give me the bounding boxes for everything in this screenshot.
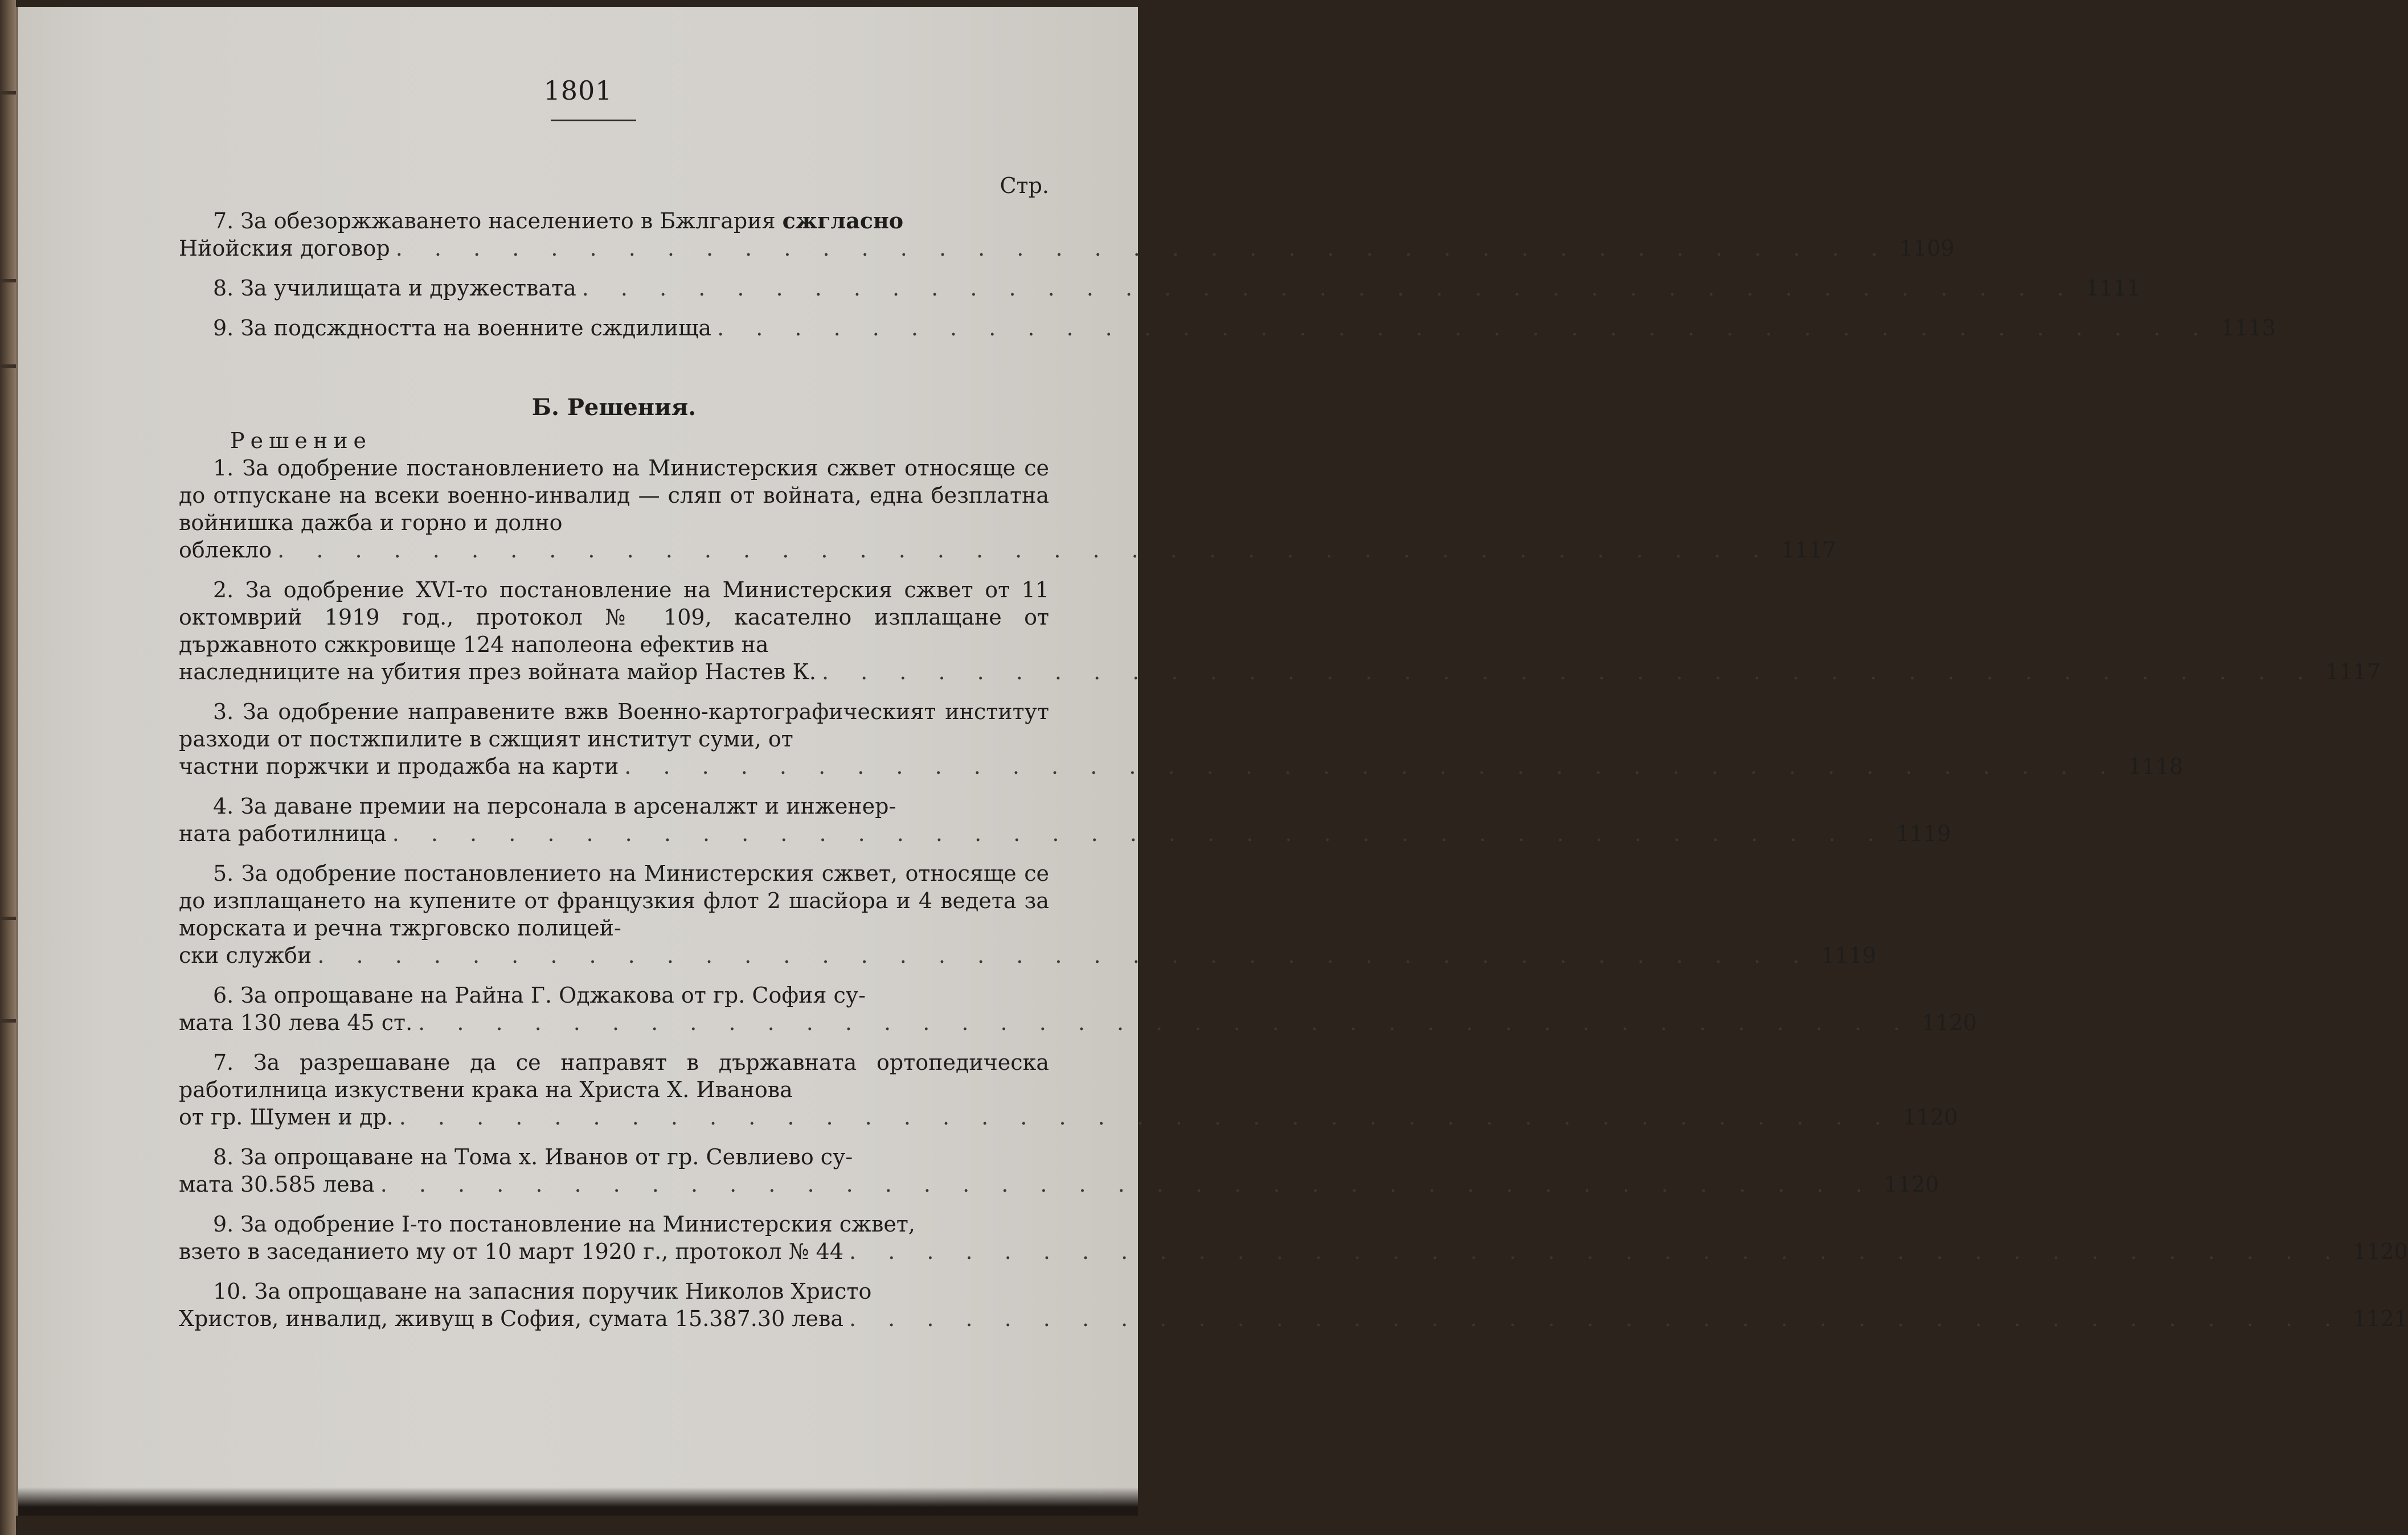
toc-entry <box>179 860 1877 969</box>
dot-leader: . . . . . . . . . . . . . . . . . . . . . . . . . . . . . . . . . . . . . . . <box>380 1172 1875 1197</box>
dot-leader: . . . . . . . . . . . . . . . . . . . . . . . . . . . . . . . . . . . . . . . <box>399 1105 1894 1130</box>
dot-leader: . . . . . . . . . . . . . . . . . . . . . . . . . . . . . . . . . . . . . . . <box>317 943 1812 968</box>
dot-leader: . . . . . . . . . . . . . . . . . . . . . . . . . . . . . . . . . . . . . . . <box>849 1239 2344 1264</box>
entry-text: За одобрение I-то постановление на Министерския сжвет, <box>240 1212 915 1237</box>
page-column-header: Стр. <box>1000 173 1049 198</box>
entry-last-line: ски служби <box>179 943 312 968</box>
entry-bold-word: сжгласно <box>782 208 904 233</box>
entry-number: 1. <box>213 455 234 481</box>
entry-text: За даване премии на персонала в арсеналжт и инженер- <box>240 794 896 819</box>
entry-page-number: 1113 <box>2221 315 2276 340</box>
dot-leader: . . . . . . . . . . . . . . . . . . . . . . . . . . . . . . . . . . . . . . . <box>277 537 1772 563</box>
entry-text: За разрешаване да се направят в държавната ортопедическа работилница изкуствени крака на Христа Х. Иванова <box>179 1050 1049 1102</box>
entry-last-line: взето в заседанието му от 10 март 1920 г., протокол № 44 <box>179 1239 844 1264</box>
entry-number: 10. <box>213 1279 248 1304</box>
entry-text: За одобрение XVI-то постановление на Министерския сжвет от 11 октомврий 1919 год., протокол № 109, касателно изплащане от държавното сжкровище 124 наполеона ефектив на <box>179 577 1049 657</box>
page-bottom-shadow <box>18 1487 1138 1516</box>
entry-number: 7. <box>213 208 234 233</box>
toc-entry <box>179 576 2381 686</box>
toc-entry <box>179 698 2184 780</box>
entry-page-number: 1120 <box>1902 1105 1958 1130</box>
entry-number: 9. <box>213 1212 234 1237</box>
toc-entry <box>179 454 1836 564</box>
entry-page-number: 1117 <box>2325 659 2381 684</box>
entry-number: 3. <box>213 699 234 724</box>
book-binding <box>0 0 16 1535</box>
entry-number: 6. <box>213 983 234 1008</box>
section-title: Б. Решения. <box>531 394 697 421</box>
toc-entry <box>179 274 2141 302</box>
entry-last-line: мата 130 лева 45 ст. <box>179 1010 413 1035</box>
section-sub-label: Решение <box>230 428 372 453</box>
entry-last-line: частни поржчки и продажба на карти <box>179 754 619 779</box>
book-page <box>16 7 2408 1516</box>
entry-last-line: Христов, инвалид, живущ в София, сумата 15.387.30 лева <box>179 1306 843 1331</box>
entry-text: За одобрение направените вжв Военно-картографическият институт разходи от постжпилите в сжщият институт суми, от <box>179 699 1049 752</box>
entry-number: 7. <box>213 1050 234 1075</box>
dot-leader: . . . . . . . . . . . . . . . . . . . . . . . . . . . . . . . . . . . . . . . <box>395 236 1890 261</box>
page-number-underline <box>551 120 636 121</box>
entry-number: 4. <box>213 794 234 819</box>
toc-entry <box>179 1049 1958 1131</box>
entry-page-number: 1109 <box>1899 236 1955 261</box>
entry-page-number: 1120 <box>2353 1239 2408 1264</box>
entry-last-line: наследниците на убития през войната майор Настев К. <box>179 659 816 684</box>
dot-leader: . . . . . . . . . . . . . . . . . . . . . . . . . . . . . . . . . . . . . . . <box>392 821 1887 846</box>
toc-entry <box>179 1210 2408 1265</box>
toc-entry <box>179 207 1955 262</box>
entry-number: 8. <box>213 276 234 301</box>
entry-last-line: ната работилница <box>179 821 387 846</box>
entry-number: 2. <box>213 577 234 602</box>
table-of-contents <box>179 172 2408 1345</box>
entry-text: За одобрение постановлението на Министерския сжвет относяще се до отпускане на всеки военно-инвалид — сляп от войната, една безплатна войнишка дажба и горно и долно <box>179 455 1049 535</box>
entry-page-number: 1117 <box>1781 537 1836 563</box>
dot-leader: . . . . . . . . . . . . . . . . . . . . . . . . . . . . . . . . . . . . . . . <box>581 276 2077 301</box>
entry-text: За одобрение постановлението на Министерския сжвет, относяще се до изплащането на купените от французкия флот 2 шасйора и 4 ведета за морската и речна тжрговско полицей- <box>179 861 1049 941</box>
page-number: 1801 <box>543 75 613 106</box>
entry-page-number: 1121 <box>2353 1306 2408 1331</box>
entry-number: 9. <box>213 315 234 340</box>
dot-leader: . . . . . . . . . . . . . . . . . . . . . . . . . . . . . . . . . . . . . . . <box>717 315 2212 340</box>
dot-leader: . . . . . . . . . . . . . . . . . . . . . . . . . . . . . . . . . . . . . . . <box>624 754 2119 779</box>
entry-last-line: мата 30.585 лева <box>179 1172 375 1197</box>
toc-entry <box>179 1278 2408 1332</box>
entry-text: За опрощаване на Тома х. Иванов от гр. Севлиево су- <box>240 1144 853 1169</box>
toc-entry <box>179 1143 1939 1198</box>
dot-leader: . . . . . . . . . . . . . . . . . . . . . . . . . . . . . . . . . . . . . . . <box>821 659 2317 684</box>
entry-last-line: За подсждността на военните сждилища <box>240 315 712 340</box>
entry-page-number: 1120 <box>1922 1010 1977 1035</box>
dot-leader: . . . . . . . . . . . . . . . . . . . . . . . . . . . . . . . . . . . . . . . <box>418 1010 1913 1035</box>
entry-number: 5. <box>213 861 234 886</box>
entry-page-number: 1119 <box>1821 943 1877 968</box>
entry-page-number: 1119 <box>1895 821 1951 846</box>
toc-entry <box>179 314 2276 342</box>
toc-entry <box>179 793 1951 847</box>
entry-last-line: Нйойския договор <box>179 236 390 261</box>
toc-entry <box>179 982 1977 1036</box>
entry-text: За опрощаване на Райна Г. Оджакова от гр. София су- <box>240 983 866 1008</box>
entry-page-number: 1118 <box>2128 754 2184 779</box>
entry-number: 8. <box>213 1144 234 1169</box>
entry-page-number: 1120 <box>1883 1172 1939 1197</box>
entry-text: За опрощаване на запасния поручик Николов Христо <box>254 1279 872 1304</box>
entry-last-line: от гр. Шумен и др. <box>179 1105 394 1130</box>
entry-text: За обезоржжаването населението в Бжлгария <box>240 208 776 233</box>
dot-leader: . . . . . . . . . . . . . . . . . . . . . . . . . . . . . . . . . . . . . . . <box>849 1306 2344 1331</box>
entry-last-line: облекло <box>179 537 272 563</box>
entry-last-line: За училищата и дружествата <box>240 276 576 301</box>
section-b-entries <box>179 454 2408 1332</box>
entry-page-number: 1111 <box>2085 276 2141 301</box>
